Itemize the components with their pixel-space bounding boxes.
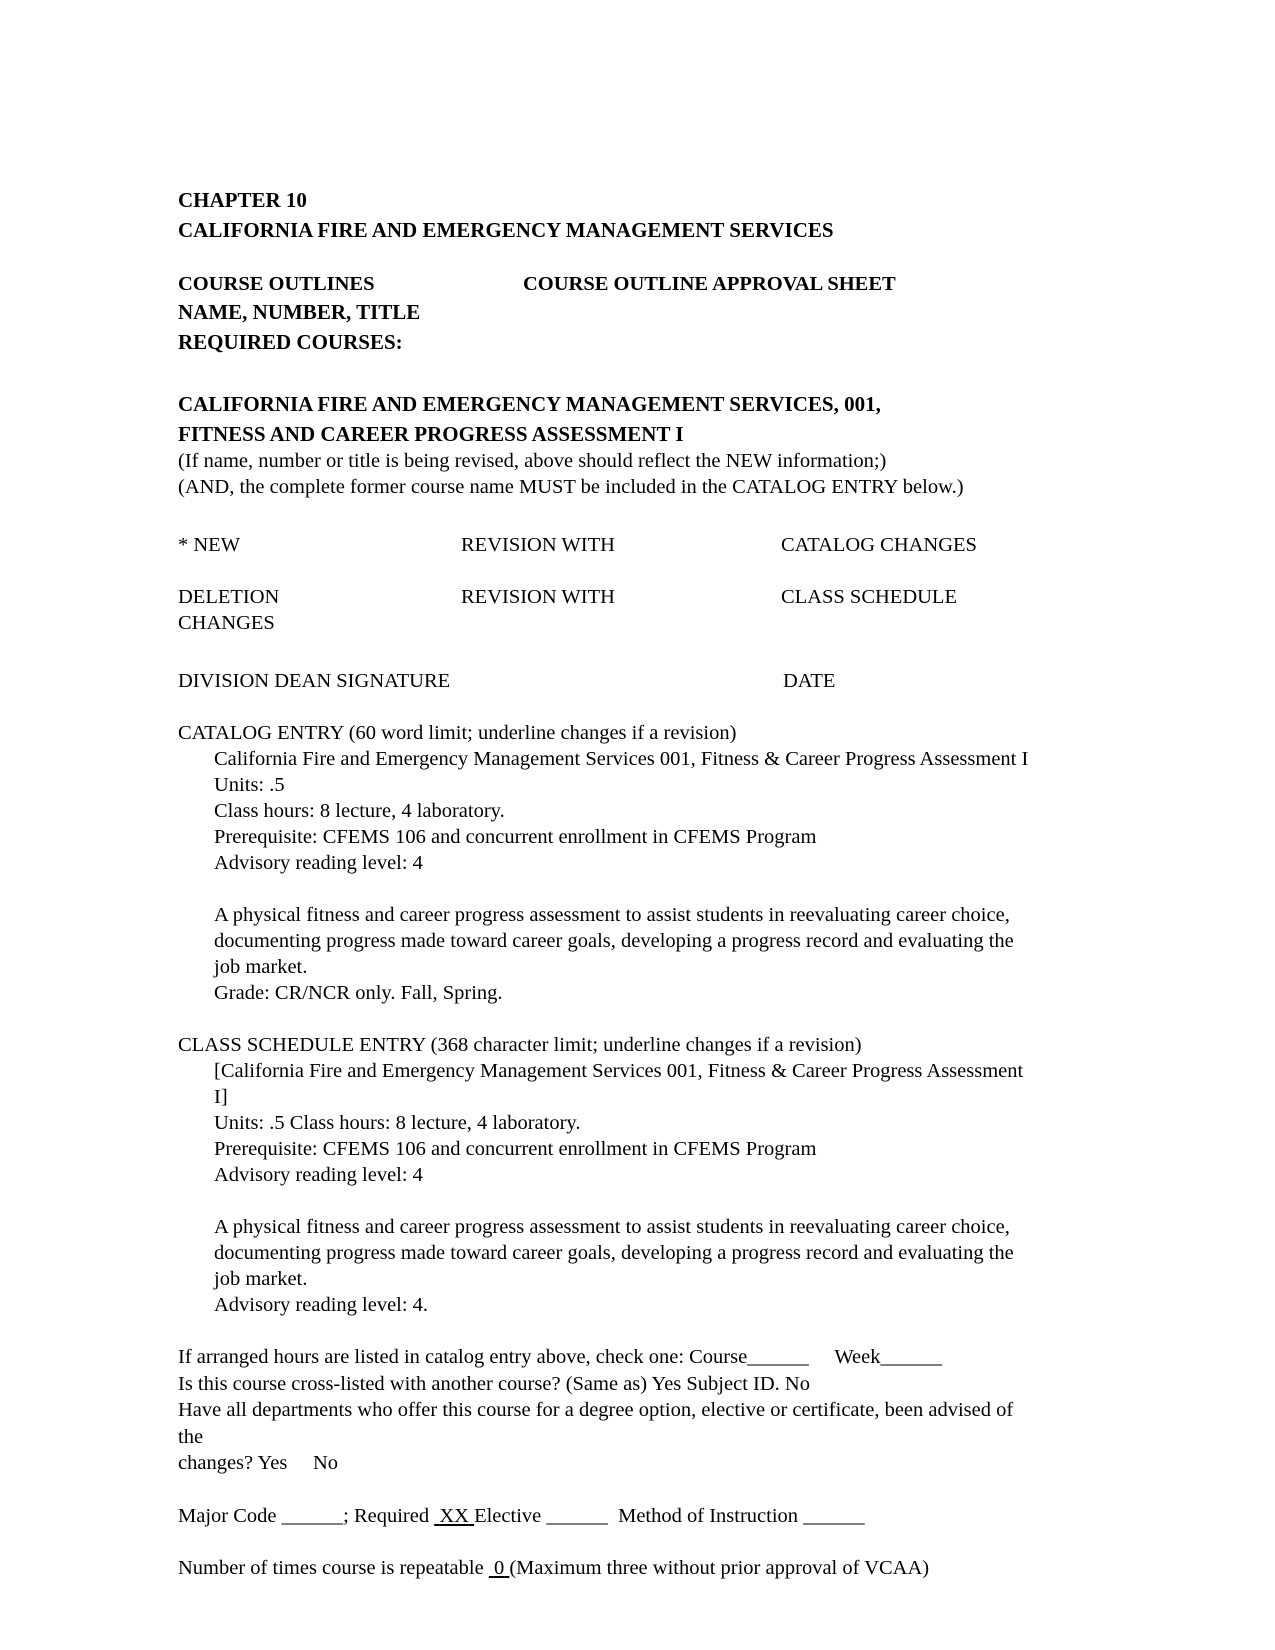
spacer (178, 876, 1033, 902)
spacer (178, 694, 1033, 720)
catalog-entry-heading: CATALOG ENTRY (60 word limit; underline changes if a revision) (178, 722, 737, 744)
arranged-hours-row (178, 1344, 1033, 1371)
required-label: ; Required (343, 1504, 430, 1527)
repeatable-note: (Maximum three without prior approval of VCAA) (509, 1557, 930, 1579)
deletion-label-text: DELETION (178, 586, 280, 608)
document-header (178, 185, 1033, 245)
class-schedule-entry-description: A physical fitness and career progress assessment to assist students in reevaluating career choice, documenting progress made toward career goals, developing a progress record and evaluating the job market. (214, 1216, 1014, 1290)
revision-with-schedule-label[interactable]: REVISION WITH (461, 586, 615, 608)
division-dean-signature-label[interactable]: DIVISION DEAN SIGNATURE (178, 670, 451, 692)
departments-question-line-2[interactable]: changes? Yes No (178, 1452, 338, 1474)
spacer (178, 245, 1033, 271)
class-schedule-entry-line: [California Fire and Emergency Management Services 001, Fitness & Career Progress Assessment I] (214, 1060, 1024, 1108)
course-title-line-1: CALIFORNIA FIRE AND EMERGENCY MANAGEMENT SERVICES, 001, (178, 392, 881, 416)
catalog-entry-line: Advisory reading level: 4 (214, 852, 423, 874)
class-schedule-entry-line: Advisory reading level: 4 (214, 1164, 423, 1186)
class-schedule-label[interactable]: CLASS SCHEDULE (781, 586, 957, 608)
catalog-entry-line: Class hours: 8 lecture, 4 laboratory. (214, 800, 505, 822)
course-title-line-2: FITNESS AND CAREER PROGRESS ASSESSMENT I (178, 422, 684, 446)
major-code-label: Major Code (178, 1504, 277, 1527)
revision-with-catalog-label[interactable]: REVISION WITH (461, 534, 615, 556)
header-subheadings (178, 297, 1033, 357)
spacer (178, 1006, 1033, 1032)
document-body (178, 185, 1033, 1582)
approval-row-deletion (178, 584, 1033, 636)
cross-listed-question[interactable]: Is this course cross-listed with another course? (Same as) Yes Subject ID. No (178, 1372, 810, 1395)
spacer (178, 1529, 1033, 1555)
spacer (178, 636, 1033, 668)
course-blank-field[interactable]: ______ (747, 1346, 809, 1368)
catalog-entry-line: California Fire and Emergency Management Services 001, Fitness & Career Progress Assessment I (214, 748, 1029, 770)
course-title-note-1: (If name, number or title is being revised, above should reflect the NEW information;) (178, 450, 887, 472)
class-schedule-entry-heading: CLASS SCHEDULE ENTRY (368 character limit; underline changes if a revision) (178, 1034, 862, 1056)
department-heading: CALIFORNIA FIRE AND EMERGENCY MANAGEMENT SERVICES (178, 218, 834, 242)
spacer (178, 1318, 1033, 1344)
chapter-heading: CHAPTER 10 (178, 188, 307, 212)
deletion-checkbox-label[interactable] (178, 584, 461, 636)
week-blank-field[interactable]: ______ (880, 1346, 942, 1368)
course-outlines-heading: COURSE OUTLINES (178, 273, 375, 295)
departments-question-line-1: Have all departments who offer this course for a degree option, elective or certificate, been advised of the (178, 1399, 1014, 1448)
elective-blank-field[interactable]: ______ (546, 1504, 608, 1527)
catalog-entry-line: Units: .5 (214, 774, 285, 796)
spacer (178, 500, 1033, 532)
section-heading-row (178, 271, 1033, 297)
spacer (178, 357, 1033, 389)
method-blank-field[interactable]: ______ (803, 1504, 865, 1527)
spacer (178, 1188, 1033, 1214)
course-title-block (178, 389, 1033, 449)
arranged-hours-label: If arranged hours are listed in catalog entry above, check one: Course (178, 1346, 748, 1368)
repeatable-row (178, 1555, 1033, 1582)
name-number-title-label: NAME, NUMBER, TITLE (178, 300, 421, 324)
catalog-entry-line: Prerequisite: CFEMS 106 and concurrent enrollment in CFEMS Program (214, 826, 817, 848)
catalog-changes-label[interactable]: CATALOG CHANGES (781, 534, 977, 556)
major-code-blank-field[interactable]: ______ (281, 1504, 344, 1527)
class-schedule-entry-line: Units: .5 Class hours: 8 lecture, 4 laboratory. (214, 1112, 581, 1134)
repeatable-value-field[interactable]: 0 (493, 1557, 505, 1579)
elective-label: Elective (474, 1504, 542, 1527)
date-label[interactable]: DATE (783, 670, 836, 692)
repeatable-label: Number of times course is repeatable (178, 1557, 484, 1579)
spacer (178, 558, 1033, 584)
week-label: Week (834, 1346, 881, 1368)
approval-row-new (178, 532, 1033, 558)
class-schedule-advisory-line: Advisory reading level: 4. (214, 1294, 429, 1316)
catalog-entry-grade-line: Grade: CR/NCR only. Fall, Spring. (214, 982, 503, 1004)
new-checkbox-label[interactable]: * NEW (178, 534, 241, 556)
spacer (178, 1477, 1033, 1503)
required-value-field[interactable]: XX (439, 1504, 469, 1527)
required-courses-label: REQUIRED COURSES: (178, 330, 403, 354)
catalog-entry-description: A physical fitness and career progress assessment to assist students in reevaluating career choice, documenting progress made toward career goals, developing a progress record and evaluating the job market. (214, 904, 1014, 978)
course-title-note-2: (AND, the complete former course name MUST be included in the CATALOG ENTRY below.) (178, 475, 964, 498)
approval-sheet-heading: COURSE OUTLINE APPROVAL SHEET (523, 273, 896, 295)
class-schedule-entry-line: Prerequisite: CFEMS 106 and concurrent enrollment in CFEMS Program (214, 1138, 817, 1160)
signature-row (178, 668, 1033, 694)
major-code-row (178, 1503, 1033, 1530)
form-questions (178, 1344, 1033, 1477)
changes-label-text: CHANGES (178, 612, 275, 634)
method-of-instruction-label: Method of Instruction (618, 1504, 799, 1527)
